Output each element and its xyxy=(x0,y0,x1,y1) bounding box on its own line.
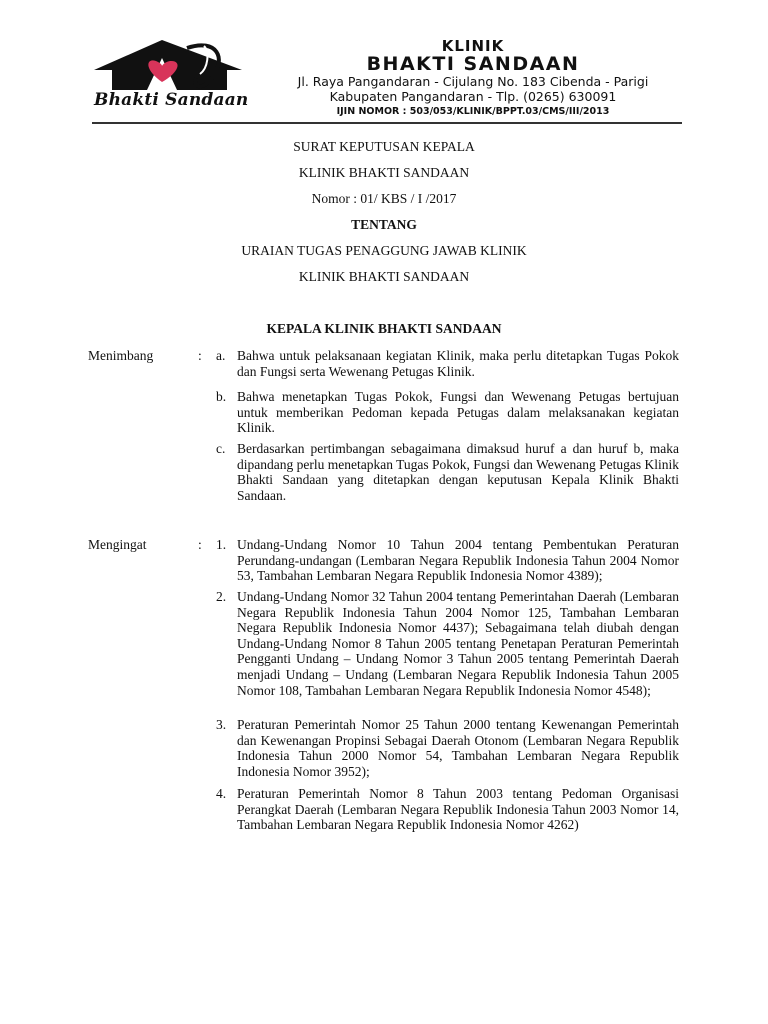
list-item: Peraturan Pemerintah Nomor 25 Tahun 2000 tentang Kewenangan Pemerintah dan Kewenangan Propinsi Sebagai Daerah Otonom (Lembaran Negara Republik Indonesia Tahun 2000 Nomor 54, Tambahan Lembaran Negara Republik Indonesia Nomor 3952); xyxy=(237,717,679,779)
list-item: Berdasarkan pertimbangan sebagaimana dimaksud huruf a dan huruf b, maka dipandang perlu menetapkan Tugas Pokok, Fungsi dan Wewenang Petugas Klinik Bhakti Sandaan yang ditetapkan dengan keputusan Kepala Klinik Bhakti Sandaan. xyxy=(237,441,679,503)
clinic-logo xyxy=(92,38,262,118)
letterhead-name: BHAKTI SANDAAN xyxy=(366,53,580,75)
item-mark: 3. xyxy=(216,717,227,732)
letterhead-divider xyxy=(92,122,682,124)
list-item: Bahwa menetapkan Tugas Pokok, Fungsi dan Wewenang Petugas bertujuan untuk memberikan Pedoman kepada Petugas dalam melaksanakan kegiatan Klinik. xyxy=(237,389,679,436)
title-subject: URAIAN TUGAS PENAGGUNG JAWAB KLINIK xyxy=(241,243,527,258)
title-tentang: TENTANG xyxy=(351,217,417,232)
list-item: Peraturan Pemerintah Nomor 8 Tahun 2003 tentang Pedoman Organisasi Perangkat Daerah (Lembaran Negara Republik Indonesia Tahun 2003 Nomor 14, Tambahan Lembaran Negara Republik Indonesia Nomor 4262) xyxy=(237,786,679,833)
section-heading: KEPALA KLINIK BHAKTI SANDAAN xyxy=(266,321,502,336)
house-heart-stethoscope-icon xyxy=(92,38,262,98)
title-line-1: SURAT KEPUTUSAN KEPALA xyxy=(293,139,475,154)
list-item: Undang-Undang Nomor 10 Tahun 2004 tentang Pembentukan Peraturan Perundang-undangan (Lembaran Negara Republik Indonesia Tahun 2004 Nomor 53, Tambahan Lembaran Negara Republik Indonesia Nomor 4389); xyxy=(237,537,679,584)
list-item: Undang-Undang Nomor 32 Tahun 2004 tentang Pemerintahan Daerah (Lembaran Negara Republik Indonesia Tahun 2004 Nomor 125, Tambahan Lembaran Negara Republik Indonesia Nomor 4437); Sebagaimana telah diubah dengan Undang-Undang Nomor 8 Tahun 2005 tentang Penetapan Peraturan Pemerintah Pengganti Undang – Undang Nomor 3 Tahun 2005 tentang Pemerintah Daerah menjadi Undang – Undang (Lembaran Negara Republik Indonesia Tahun 2005 Nomor 108, Tambahan Lembaran Negara Republik Indonesia Nomor 4548); xyxy=(237,589,679,698)
colon: : xyxy=(198,537,202,552)
item-mark: 4. xyxy=(216,786,227,801)
title-line-2: KLINIK BHAKTI SANDAAN xyxy=(298,165,470,180)
list-item: Bahwa untuk pelaksanaan kegiatan Klinik, maka perlu ditetapkan Tugas Pokok dan Fungsi serta Wewenang Petugas Klinik. xyxy=(237,348,679,379)
letterhead xyxy=(92,38,682,120)
letterhead-permit: IJIN NOMOR : 503/053/KLINIK/BPPT.03/CMS/III/2013 xyxy=(336,106,610,117)
letterhead-phone: Kabupaten Pangandaran - Tlp. (0265) 630091 xyxy=(329,89,617,104)
item-mark: c. xyxy=(216,441,226,456)
item-mark: 2. xyxy=(216,589,227,604)
title-line-5: KLINIK BHAKTI SANDAAN xyxy=(298,269,470,284)
document-number: Nomor : 01/ KBS / I /2017 xyxy=(311,191,457,206)
letterhead-address: Jl. Raya Pangandaran - Cijulang No. 183 Cibenda - Parigi xyxy=(297,74,649,89)
item-mark: a. xyxy=(216,348,226,363)
item-mark: b. xyxy=(216,389,227,404)
colon: : xyxy=(198,348,202,363)
logo-text: Bhakti Sandaan xyxy=(94,90,249,110)
item-mark: 1. xyxy=(216,537,227,552)
mengingat-label: Mengingat xyxy=(88,537,147,552)
menimbang-label: Menimbang xyxy=(88,348,154,363)
letterhead-klinik: KLINIK xyxy=(441,37,505,55)
